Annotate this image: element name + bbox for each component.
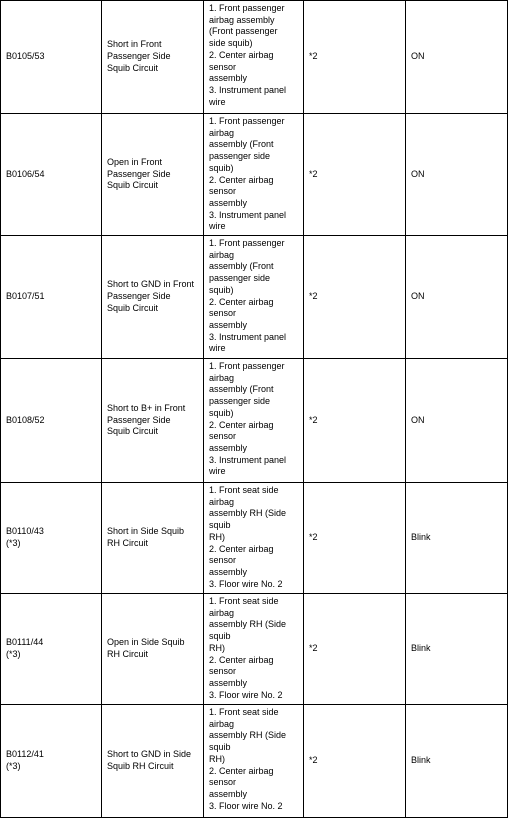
- warning-light-cell: Blink: [406, 705, 508, 818]
- trouble-area-cell: 1. Front seat side airbag assembly RH (Side squib RH) 2. Center airbag sensor assembly 3. Floor wire No. 2: [204, 705, 304, 818]
- table-row: [1, 236, 508, 359]
- detection-item-cell: Short to GND in Side Squib RH Circuit: [102, 705, 204, 818]
- table-row: [1, 1, 508, 114]
- table-row: [1, 594, 508, 705]
- table-row: [1, 359, 508, 483]
- dtc-code-cell: B0108/52: [1, 359, 102, 483]
- warning-light-cell: ON: [406, 359, 508, 483]
- trouble-area-cell: 1. Front passenger airbag assembly (Front passenger side squib) 2. Center airbag sensor assembly 3. Instrument panel wire: [204, 359, 304, 483]
- trouble-area-cell: 1. Front passenger airbag assembly (Front passenger side squib) 2. Center airbag sensor assembly 3. Instrument panel wire: [204, 236, 304, 359]
- reference-cell: *2: [304, 483, 406, 594]
- table-row: [1, 705, 508, 818]
- detection-item-cell: Short in Front Passenger Side Squib Circuit: [102, 1, 204, 114]
- trouble-area-cell: 1. Front passenger airbag assembly (Front passenger side squib) 2. Center airbag sensor assembly 3. Instrument panel wire: [204, 114, 304, 236]
- detection-item-cell: Open in Front Passenger Side Squib Circuit: [102, 114, 204, 236]
- dtc-code-cell: B0111/44 (*3): [1, 594, 102, 705]
- dtc-code-cell: B0110/43 (*3): [1, 483, 102, 594]
- reference-cell: *2: [304, 236, 406, 359]
- reference-cell: *2: [304, 594, 406, 705]
- warning-light-cell: ON: [406, 236, 508, 359]
- detection-item-cell: Open in Side Squib RH Circuit: [102, 594, 204, 705]
- dtc-code-cell: B0106/54: [1, 114, 102, 236]
- detection-item-cell: Short to B+ in Front Passenger Side Squib Circuit: [102, 359, 204, 483]
- detection-item-cell: Short to GND in Front Passenger Side Squib Circuit: [102, 236, 204, 359]
- table-row: [1, 483, 508, 594]
- reference-cell: *2: [304, 1, 406, 114]
- warning-light-cell: Blink: [406, 594, 508, 705]
- reference-cell: *2: [304, 705, 406, 818]
- reference-cell: *2: [304, 359, 406, 483]
- dtc-code-cell: B0107/51: [1, 236, 102, 359]
- trouble-area-cell: 1. Front passenger airbag assembly (Front passenger side squib) 2. Center airbag sensor assembly 3. Instrument panel wire: [204, 1, 304, 114]
- warning-light-cell: ON: [406, 1, 508, 114]
- trouble-area-cell: 1. Front seat side airbag assembly RH (Side squib RH) 2. Center airbag sensor assembly 3. Floor wire No. 2: [204, 483, 304, 594]
- warning-light-cell: Blink: [406, 483, 508, 594]
- dtc-code-cell: B0105/53: [1, 1, 102, 114]
- detection-item-cell: Short in Side Squib RH Circuit: [102, 483, 204, 594]
- reference-cell: *2: [304, 114, 406, 236]
- trouble-area-cell: 1. Front seat side airbag assembly RH (Side squib RH) 2. Center airbag sensor assembly 3. Floor wire No. 2: [204, 594, 304, 705]
- table-row: [1, 114, 508, 236]
- dtc-code-cell: B0112/41 (*3): [1, 705, 102, 818]
- warning-light-cell: ON: [406, 114, 508, 236]
